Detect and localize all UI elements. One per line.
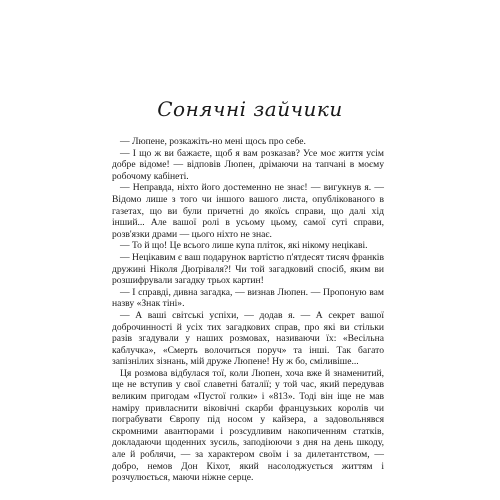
chapter-body <box>112 136 384 484</box>
paragraph: — Нецікавим є ваш подарунок вартістю п'ятдесят тисяч франків дружині Ніколя Дюґріваля?! Чи той загадковий спосіб, яким ви розшифрували загадку трьох картин! <box>112 251 384 287</box>
paragraph: — А ваші світські успіхи, — додав я. — А секрет вашої доброчинності й усіх тих загадкових справ, про які ви стільки разів згадували у наших розмовах, називаючи їх: «Весільна каблучка», «Смерть волочиться поруч» та інші. Так багато запізнілих зізнань, мій друже Люпене! Ну ж бо, сміливіше... <box>112 309 384 368</box>
paragraph: Ця розмова відбулася тої, коли Люпен, хоча вже й знаменитий, ще не вступив у свої славетні баталії; у той час, який передував великим пригодам «Пустої голки» і «813». Тоді він іще не мав наміру привласнити віковічні скарби французьких королів чи пограбувати Європу під носом у кайзера, а задовольнявся скромними авантюрами і розсудливим накопиченням статків, докладаючи щоденних зусиль, заподіюючи з дня на день шкоду, але й роблячи, — за характером своїм і за дилетантством, — добро, немов Дон Кіхот, який насолоджується життям і розчулюється, маючи ніжне серце. <box>112 367 384 484</box>
chapter-title: Сонячні зайчики <box>157 97 343 121</box>
paragraph: — І справді, дивна загадка, — визнав Люпен. — Пропоную вам назву «Знак тіні». <box>112 286 384 310</box>
paragraph: — Неправда, ніхто його достеменно не знає! — вигукнув я. — Відомо лише з того чи іншого вашого листа, опублікованого в газетах, що ви були причетні до якоїсь справи, що далі хід інший... Але вашої ролі в усьому цьому, самої суті справи, розв'язки драми — цього ніхто не знає. <box>112 182 384 240</box>
paragraph: — Люпене, розкажіть-но мені щось про себе. <box>120 136 306 147</box>
paragraph: — І що ж ви бажаєте, щоб я вам розказав? Усе моє життя усім добре відоме! — відповів Люпен, дрімаючи на тапчані в моєму робочому кабінеті. <box>112 147 384 182</box>
paragraph: — То й що! Це всього лише купа пліток, які нікому нецікаві. <box>120 240 368 252</box>
